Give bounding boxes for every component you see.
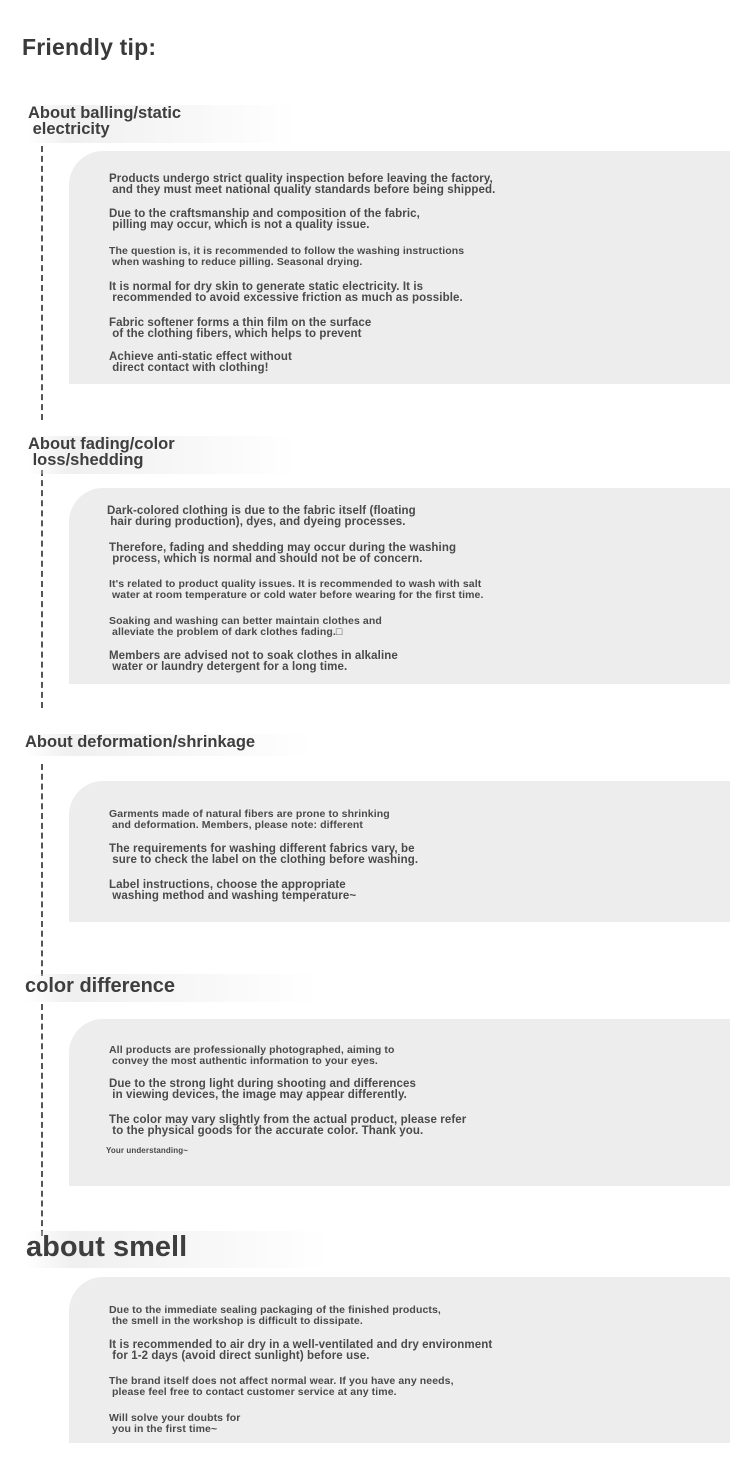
card-paragraph: The brand itself does not affect normal wear. If you have any needs, please feel free to contact customer service at any time. <box>109 1375 454 1398</box>
card-paragraph: Due to the craftsmanship and composition of the fabric, pilling may occur, which is not a quality issue. <box>109 208 420 231</box>
info-card <box>69 781 730 922</box>
card-paragraph: Your understanding~ <box>106 1146 188 1155</box>
card-paragraph: Due to the strong light during shooting and differences in viewing devices, the image may appear differently. <box>109 1078 417 1101</box>
section-title: color difference <box>25 974 319 1002</box>
section-title: About fading/color loss/shedding <box>28 436 298 474</box>
card-paragraph: It's related to product quality issues. It is recommended to wash with salt water at room temperature or cold water before wearing for the first time. <box>109 578 484 601</box>
timeline-dashed-line <box>41 146 43 420</box>
card-paragraph: The question is, it is recommended to follow the washing instructions when washing to reduce pilling. Seasonal drying. <box>109 245 465 268</box>
section-title: About balling/static electricity <box>28 105 298 143</box>
timeline-dashed-line <box>41 470 43 708</box>
card-paragraph: Fabric softener forms a thin film on the surface of the clothing fibers, which helps to prevent <box>109 317 372 340</box>
card-paragraph: Soaking and washing can better maintain clothes and alleviate the problem of dark clothes fading.□ <box>109 615 382 638</box>
card-paragraph: Members are advised not to soak clothes in alkaline water or laundry detergent for a long time. <box>109 650 398 673</box>
card-paragraph: Label instructions, choose the appropriate washing method and washing temperature~ <box>109 879 357 902</box>
card-paragraph: Garments made of natural fibers are prone to shrinking and deformation. Members, please note: different <box>109 808 390 831</box>
card-paragraph: It is recommended to air dry in a well-ventilated and dry environment for 1-2 days (avoid direct sunlight) before use. <box>109 1339 493 1362</box>
info-card <box>69 1277 730 1443</box>
card-paragraph: Therefore, fading and shedding may occur during the washing process, which is normal and should not be of concern. <box>109 542 457 565</box>
timeline-dashed-line <box>41 764 43 976</box>
info-card <box>69 488 730 684</box>
card-paragraph: Products undergo strict quality inspection before leaving the factory, and they must meet national quality standards before being shipped. <box>109 173 496 196</box>
card-paragraph: Will solve your doubts for you in the first time~ <box>109 1412 241 1435</box>
info-card <box>69 151 730 384</box>
section-title: about smell <box>26 1231 330 1268</box>
card-paragraph: It is normal for dry skin to generate static electricity. It is recommended to avoid excessive friction as much as possible. <box>109 281 463 304</box>
page-title: Friendly tip: <box>22 34 157 60</box>
card-paragraph: Due to the immediate sealing packaging of the finished products, the smell in the workshop is difficult to dissipate. <box>109 1304 441 1327</box>
card-paragraph: Achieve anti-static effect without direct contact with clothing! <box>109 351 292 374</box>
info-card <box>69 1019 730 1186</box>
card-paragraph: All products are professionally photographed, aiming to convey the most authentic information to your eyes. <box>109 1044 395 1067</box>
timeline-dashed-line <box>41 1004 43 1236</box>
card-paragraph: The requirements for washing different fabrics vary, be sure to check the label on the clothing before washing. <box>109 843 419 866</box>
card-paragraph: Dark-colored clothing is due to the fabric itself (floating hair during production), dyes, and dyeing processes. <box>107 505 416 528</box>
card-paragraph: The color may vary slightly from the actual product, please refer to the physical goods for the accurate color. Thank you. <box>109 1114 467 1137</box>
section-title: About deformation/shrinkage <box>25 734 315 756</box>
